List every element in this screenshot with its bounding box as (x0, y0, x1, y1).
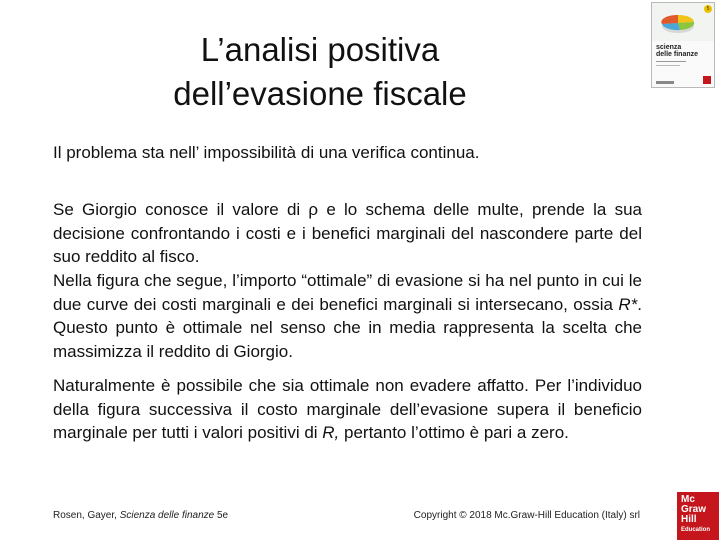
cover-title-line-2: delle finanze (656, 51, 699, 58)
footer-authors: Rosen, Gayer, (53, 510, 120, 521)
cover-rule (656, 61, 686, 62)
paragraph-4 (53, 374, 642, 445)
cover-pie-art-icon (656, 7, 700, 37)
paragraph-4-text-after: pertanto l’ottimo è pari a zero. (339, 423, 569, 442)
paragraph-4-emphasis: R, (322, 423, 340, 442)
footer-book-title: Scienza delle finanze (119, 510, 215, 521)
paragraph-2-text: Se Giorgio conosce il valore di ρ e lo schema delle multe, prende la sua decisione confrontando i costi e i benefici marginali del nascondere parte del suo reddito al fisco. (53, 200, 642, 266)
book-cover-thumbnail (651, 2, 715, 88)
cover-publisher-mark-icon (703, 76, 711, 84)
cover-rule-2 (656, 65, 680, 66)
paragraph-3-text-before: Nella figura che segue, l’importo “ottimale” di evasione si ha nel punto in cui le due curve dei costi marginali e dei benefici marginali si intersecano, ossia (53, 271, 642, 314)
publisher-logo-line-1: Mc (681, 494, 695, 505)
footer-copyright: Copyright © 2018 Mc.Graw-Hill Education (Italy) srl (413, 510, 640, 521)
publisher-logo-line-4: Education (681, 527, 711, 533)
footer-citation (53, 509, 228, 523)
slide-title-line-1: L’analisi positiva (200, 31, 440, 68)
slide-title (100, 28, 540, 116)
paragraph-3-emphasis: R* (618, 294, 638, 314)
paragraph-2 (53, 198, 642, 269)
paragraph-1 (53, 141, 642, 165)
footer-edition: 5e (214, 510, 229, 521)
publisher-logo-line-3: Hill (681, 514, 697, 525)
paragraph-4-text-before: Naturalmente è possibile che sia ottimale non evadere affatto. Per l’individuo della figura successiva il costo marginale dell’evasione supera il beneficio marginale per tutti i valori positivi di (53, 376, 642, 442)
paragraph-1-text: Il problema sta nell’ impossibilità di una verifica continua. (53, 143, 480, 162)
cover-publisher-text (656, 81, 674, 84)
cover-edition-badge: 5 (704, 5, 712, 13)
publisher-logo (677, 492, 719, 540)
paragraph-3 (53, 269, 642, 363)
paragraph-3-text-after: . Questo punto è ottimale nel senso che in media rappresenta la scelta che massimizza il reddito di Giorgio. (53, 294, 642, 361)
cover-title-line-1: scienza (656, 44, 682, 51)
publisher-logo-line-2: Graw (681, 504, 707, 515)
slide-title-line-2: dell’evasione fiscale (173, 75, 467, 112)
